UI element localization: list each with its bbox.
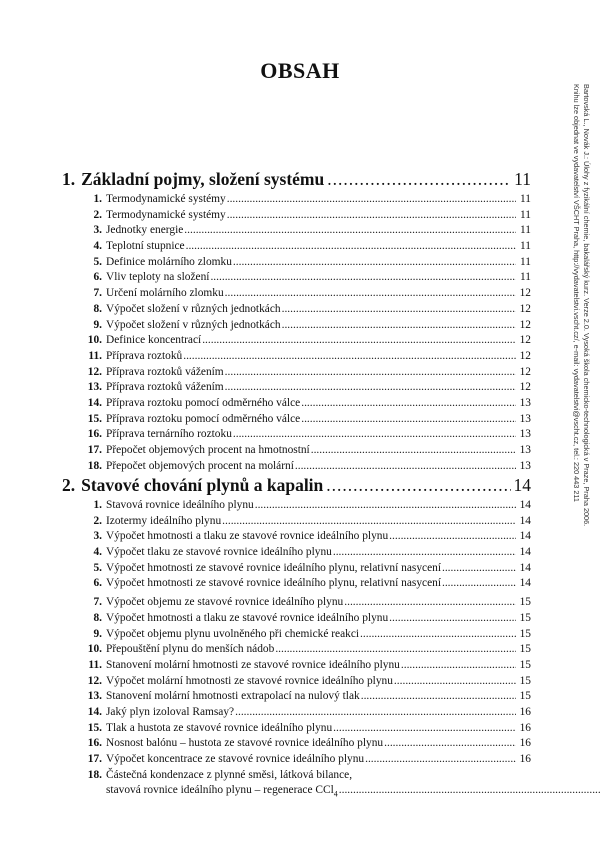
entry-page: 16 bbox=[519, 753, 531, 765]
toc-entry[interactable] bbox=[62, 498, 531, 514]
entry-number: 2. bbox=[93, 208, 102, 221]
entry-page: 11 bbox=[520, 224, 531, 237]
toc-entry[interactable] bbox=[62, 427, 531, 443]
entry-page: 12 bbox=[519, 381, 531, 394]
entry-page: 13 bbox=[519, 459, 531, 472]
dot-leader bbox=[235, 705, 516, 721]
entry-page: 12 bbox=[519, 287, 531, 300]
entry-number: 13. bbox=[87, 381, 102, 394]
dot-leader bbox=[401, 658, 516, 674]
toc-entry[interactable] bbox=[62, 239, 531, 255]
entry-number: 15. bbox=[87, 412, 102, 425]
entry-number: 16. bbox=[87, 737, 102, 750]
dot-leader bbox=[301, 412, 516, 428]
entry-page: 12 bbox=[519, 334, 531, 347]
dot-leader bbox=[384, 736, 516, 752]
entry-number: 3. bbox=[93, 530, 102, 543]
side-note-line-1: Bartovská L., Novák J.: Úlohy z fyzikální chemie, bakalářský kurz. Verze 2.0. Vysoká škola chemicko-technologická v Praze, Praha 2006. bbox=[582, 84, 591, 527]
dot-leader bbox=[301, 396, 516, 412]
dot-leader bbox=[282, 302, 516, 318]
entry-number: 10. bbox=[87, 334, 102, 347]
dot-leader bbox=[442, 561, 516, 577]
toc-entry[interactable] bbox=[62, 380, 531, 396]
toc-entry[interactable] bbox=[62, 721, 531, 737]
entry-number: 10. bbox=[87, 643, 102, 656]
entry-page: 14 bbox=[519, 530, 531, 543]
entry-number: 1. bbox=[93, 499, 102, 511]
entry-title: Příprava roztoků vážením bbox=[106, 381, 224, 394]
dot-leader bbox=[225, 286, 516, 302]
toc-entry[interactable] bbox=[62, 208, 531, 224]
entry-number: 7. bbox=[93, 596, 102, 609]
toc-entry[interactable] bbox=[62, 595, 531, 611]
toc-entry[interactable] bbox=[62, 705, 531, 721]
toc-entry[interactable] bbox=[62, 611, 531, 627]
dot-leader bbox=[365, 752, 516, 768]
toc-entry[interactable] bbox=[62, 443, 531, 459]
entry-number: 17. bbox=[87, 753, 102, 765]
entry-title: Výpočet složení v různých jednotkách bbox=[106, 302, 281, 315]
dot-leader bbox=[255, 498, 516, 514]
entry-title: Definice koncentrací bbox=[106, 334, 202, 347]
dot-leader bbox=[333, 545, 516, 561]
entry-page: 15 bbox=[519, 611, 531, 624]
toc-entry[interactable] bbox=[62, 768, 531, 799]
entry-title: Definice molárního zlomku bbox=[106, 255, 232, 268]
entry-page: 12 bbox=[519, 349, 531, 362]
toc-entry[interactable] bbox=[62, 689, 531, 705]
entry-page: 15 bbox=[519, 674, 531, 687]
entry-number: 9. bbox=[93, 318, 102, 331]
entry-title: Výpočet hmotnosti ze stavové rovnice ideálního plynu, relativní nasycení bbox=[106, 577, 441, 590]
dot-leader bbox=[225, 380, 516, 396]
toc-entry[interactable] bbox=[62, 255, 531, 271]
dot-leader bbox=[233, 255, 516, 271]
entry-title: Výpočet hmotnosti a tlaku ze stavové rovnice ideálního plynu bbox=[106, 530, 389, 543]
subscript: 4 bbox=[333, 789, 338, 799]
entry-title: Příprava roztoku pomocí odměrného válce bbox=[106, 412, 301, 425]
entry-title: Termodynamické systémy bbox=[106, 208, 226, 221]
dot-leader bbox=[225, 365, 516, 381]
entry-number: 9. bbox=[93, 627, 102, 640]
dot-leader bbox=[326, 472, 510, 498]
dot-leader bbox=[389, 611, 516, 627]
entry-page: 16 bbox=[519, 721, 531, 734]
entry-page: 13 bbox=[519, 396, 531, 409]
entry-title: Výpočet složení v různých jednotkách bbox=[106, 318, 281, 331]
entry-title: Stanovení molární hmotnosti ze stavové rovnice ideálního plynu bbox=[106, 658, 400, 671]
entry-page: 11 bbox=[520, 193, 531, 205]
toc-entry[interactable] bbox=[62, 412, 531, 428]
entry-number: 11. bbox=[88, 349, 102, 362]
entry-title: Výpočet koncentrace ze stavové rovnice ideálního plynu bbox=[106, 753, 365, 765]
entry-title: Příprava ternárního roztoku bbox=[106, 428, 232, 441]
toc-entry[interactable] bbox=[62, 658, 531, 674]
dot-leader bbox=[361, 689, 516, 705]
toc-entry[interactable] bbox=[62, 561, 531, 577]
entry-number: 14. bbox=[87, 705, 102, 718]
entry-title: Výpočet hmotnosti a tlaku ze stavové rovnice ideálního plynu bbox=[106, 611, 389, 624]
entry-number: 18. bbox=[87, 768, 102, 781]
entry-page: 15 bbox=[519, 690, 531, 703]
entry-title: Stavová rovnice ideálního plynu bbox=[106, 499, 254, 511]
entry-title: Nosnost balónu – hustota ze stavové rovnice ideálního plynu bbox=[106, 737, 384, 750]
dot-leader bbox=[227, 192, 516, 208]
toc-entry[interactable] bbox=[62, 545, 531, 561]
dot-leader bbox=[360, 627, 516, 643]
entry-title: Přepočet objemových procent na hmotnostní bbox=[106, 444, 310, 456]
toc-entry[interactable] bbox=[62, 270, 531, 286]
entry-title: Přepočet objemových procent na molární bbox=[106, 459, 294, 472]
toc-entry[interactable] bbox=[62, 529, 531, 545]
toc-entry[interactable] bbox=[62, 627, 531, 643]
entry-title: Výpočet hmotnosti ze stavové rovnice ideálního plynu, relativní nasycení bbox=[106, 561, 441, 574]
entry-page: 12 bbox=[519, 318, 531, 331]
entry-title-line-1: Částečná kondenzace z plynné směsi, látková bilance, bbox=[106, 768, 353, 781]
dot-leader bbox=[282, 318, 516, 334]
entry-number: 6. bbox=[93, 271, 102, 284]
dot-leader bbox=[333, 721, 516, 737]
page-title: OBSAH bbox=[260, 58, 340, 83]
entry-page: 15 bbox=[519, 596, 531, 609]
entry-number: 1. bbox=[93, 193, 102, 205]
entry-title: Určení molárního zlomku bbox=[106, 287, 224, 300]
entry-title: Termodynamické systémy bbox=[106, 193, 226, 205]
dot-leader bbox=[183, 349, 516, 365]
entry-title: Teplotní stupnice bbox=[106, 240, 185, 253]
chapter-1-section bbox=[62, 166, 531, 474]
dot-leader bbox=[275, 642, 516, 658]
dot-leader bbox=[344, 595, 516, 611]
toc-entry[interactable] bbox=[62, 333, 531, 349]
chapter-2-entries bbox=[62, 498, 531, 768]
entry-title: Příprava roztoků vážením bbox=[106, 365, 224, 378]
entry-number: 18. bbox=[87, 459, 102, 472]
entry-number: 12. bbox=[87, 365, 102, 378]
entry-number: 8. bbox=[93, 302, 102, 315]
entry-page: 15 bbox=[519, 658, 531, 671]
entry-number: 2. bbox=[93, 514, 102, 527]
entry-title: Výpočet molární hmotnosti ze stavové rovnice ideálního plynu bbox=[106, 674, 393, 687]
dot-leader bbox=[442, 576, 516, 592]
dot-leader bbox=[184, 223, 516, 239]
entry-number: 4. bbox=[93, 240, 102, 253]
dot-leader bbox=[202, 333, 516, 349]
chapter-page: 14 bbox=[513, 475, 531, 495]
entry-number: 5. bbox=[93, 561, 102, 574]
entry-page: 12 bbox=[519, 302, 531, 315]
chapter-title: Stavové chování plynů a kapalin bbox=[81, 475, 324, 495]
entry-title: Výpočet objemu ze stavové rovnice ideálního plynu bbox=[106, 596, 344, 609]
toc-entry[interactable] bbox=[62, 349, 531, 365]
toc-entry[interactable] bbox=[62, 642, 531, 658]
entry-page: 11 bbox=[520, 208, 531, 221]
dot-leader bbox=[394, 674, 516, 690]
chapter-number: 1. bbox=[62, 169, 76, 189]
dot-leader bbox=[186, 239, 516, 255]
entry-page: 11 bbox=[520, 240, 531, 253]
entry-title: Jaký plyn izoloval Ramsay? bbox=[106, 705, 235, 718]
entry-page: 13 bbox=[519, 444, 531, 456]
dot-leader bbox=[339, 783, 600, 799]
entry-title: Izotermy ideálního plynu bbox=[106, 514, 222, 527]
dot-leader bbox=[327, 166, 511, 192]
entry-number: 13. bbox=[87, 690, 102, 703]
entry-number: 11. bbox=[88, 658, 102, 671]
side-note-line-2: Knihu lze objednat ve vydavatelství VŠCHT Praha, http://vydavatelstvi.vscht.cz/, e-mail: vydavatelstvi@vscht.cz, tel.: 220 443 211 bbox=[572, 84, 581, 502]
entry-page: 11 bbox=[520, 255, 531, 268]
chapter-heading[interactable] bbox=[62, 166, 531, 192]
toc-entry[interactable] bbox=[62, 752, 531, 768]
toc-entry[interactable] bbox=[62, 318, 531, 334]
entry-number: 8. bbox=[93, 611, 102, 624]
entry-page: 15 bbox=[519, 643, 531, 656]
toc-entry[interactable] bbox=[62, 365, 531, 381]
toc-entry[interactable] bbox=[62, 576, 531, 592]
entry-title: Jednotky energie bbox=[106, 224, 184, 237]
toc-entry[interactable] bbox=[62, 396, 531, 412]
chapter-1-entries bbox=[62, 192, 531, 474]
toc-entry[interactable] bbox=[62, 514, 531, 530]
entry-number: 3. bbox=[93, 224, 102, 237]
entry-number: 6. bbox=[93, 577, 102, 590]
entry-page: 14 bbox=[519, 577, 531, 590]
toc-entry[interactable] bbox=[62, 223, 531, 239]
toc-entry[interactable] bbox=[62, 736, 531, 752]
entry-number: 5. bbox=[93, 255, 102, 268]
entry-page: 13 bbox=[519, 412, 531, 425]
entry-page: 13 bbox=[519, 428, 531, 441]
chapter-page: 11 bbox=[514, 169, 531, 189]
entry-number: 15. bbox=[87, 721, 102, 734]
entry-title: Příprava roztoků bbox=[106, 349, 183, 362]
toc-entry[interactable] bbox=[62, 192, 531, 208]
entry-page: 14 bbox=[519, 499, 531, 511]
entry-page: 14 bbox=[519, 546, 531, 559]
dot-leader bbox=[227, 208, 516, 224]
dot-leader bbox=[210, 270, 516, 286]
entry-title: Stanovení molární hmotnosti extrapolací na nulový tlak bbox=[106, 690, 360, 703]
entry-page: 16 bbox=[519, 705, 531, 718]
entry-number: 17. bbox=[87, 444, 102, 456]
entry-page: 16 bbox=[519, 737, 531, 750]
chapter-2-section bbox=[62, 472, 531, 799]
dot-leader bbox=[389, 529, 516, 545]
entry-page: 12 bbox=[519, 365, 531, 378]
entry-number: 7. bbox=[93, 287, 102, 300]
entry-title: Přepouštění plynu do menších nádob bbox=[106, 643, 275, 656]
chapter-title: Základní pojmy, složení systému bbox=[81, 169, 325, 189]
entry-title: Výpočet tlaku ze stavové rovnice ideálního plynu bbox=[106, 546, 332, 559]
chapter-number: 2. bbox=[62, 475, 76, 495]
entry-title: Příprava roztoku pomocí odměrného válce bbox=[106, 396, 301, 409]
entry-title-line-2-text: stavová rovnice ideálního plynu – regenerace CCl bbox=[106, 784, 334, 797]
entry-title: Tlak a hustota ze stavové rovnice ideálního plynu bbox=[106, 721, 333, 734]
side-note bbox=[571, 84, 591, 526]
entry-page: 11 bbox=[520, 271, 531, 284]
entry-title: Výpočet objemu plynu uvolněného při chemické reakci bbox=[106, 627, 360, 640]
entry-number: 14. bbox=[87, 396, 102, 409]
entry-title-line-2 bbox=[106, 783, 338, 802]
entry-number: 16. bbox=[87, 428, 102, 441]
dot-leader bbox=[311, 443, 516, 459]
entry-page: 15 bbox=[519, 627, 531, 640]
entry-title: Vliv teploty na složení bbox=[106, 271, 210, 284]
entry-number: 4. bbox=[93, 546, 102, 559]
dot-leader bbox=[222, 514, 516, 530]
chapter-heading[interactable] bbox=[62, 472, 531, 498]
toc-entry[interactable] bbox=[62, 302, 531, 318]
entry-page: 14 bbox=[519, 561, 531, 574]
entry-page: 14 bbox=[519, 514, 531, 527]
dot-leader bbox=[233, 427, 516, 443]
entry-number: 12. bbox=[87, 674, 102, 687]
toc-entry[interactable] bbox=[62, 674, 531, 690]
toc-entry[interactable] bbox=[62, 286, 531, 302]
